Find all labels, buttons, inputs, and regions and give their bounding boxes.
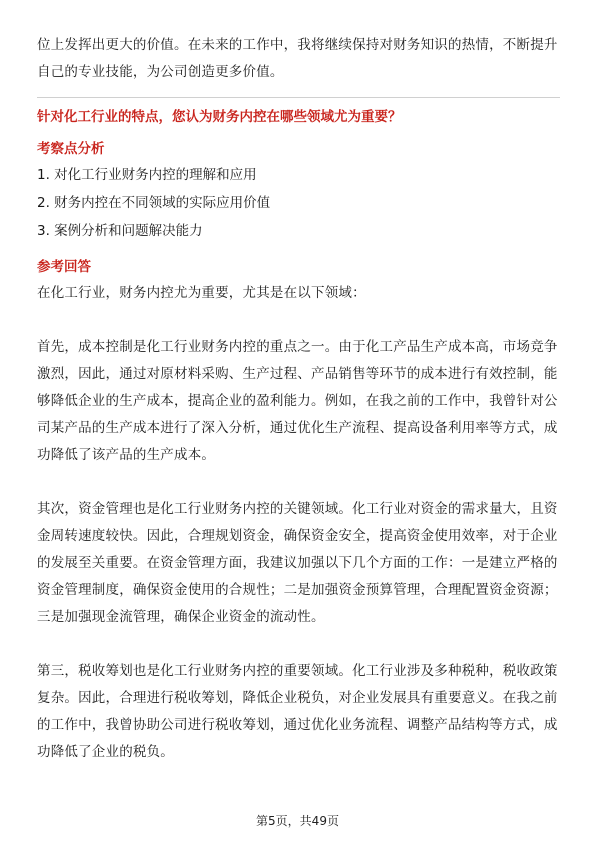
analysis-point: 1. 对化工行业财务内控的理解和应用 — [37, 167, 257, 183]
answer-paragraph: 其次，资金管理也是化工行业财务内控的关键领域。化工行业对资金的需求量大，且资金周转速度较快。因此，合理规划资金，确保资金安全，提高资金使用效率，对于企业的发展至关重要。在资金管理方面，我建议加强以下几个方面的工作：一是建立严格的资金管理制度，确保资金使用的合规性；二是加强资金预算管理，合理配置资金资源；三是加强现金流管理，确保企业资金的流动性。 — [37, 501, 558, 625]
analysis-points — [37, 161, 560, 245]
question-heading: 针对化工行业的特点，您认为财务内控在哪些领域尤为重要？ — [37, 109, 402, 125]
section-divider — [37, 97, 560, 98]
analysis-point: 2. 财务内控在不同领域的实际应用价值 — [37, 195, 271, 211]
answer-paragraph: 首先，成本控制是化工行业财务内控的重点之一。由于化工产品生产成本高，市场竞争激烈，因此，通过对原材料采购、生产过程、产品销售等环节的成本进行有效控制，能够降低企业的生产成本，提高企业的盈利能力。例如，在我之前的工作中，我曾针对公司某产品的生产成本进行了深入分析，通过优化生产流程、提高设备利用率等方式，成功降低了该产品的生产成本。 — [37, 339, 558, 463]
intro-paragraph: 位上发挥出更大的价值。在未来的工作中，我将继续保持对财务知识的热情，不断提升自己的专业技能，为公司创造更多价值。 — [37, 37, 558, 80]
answer-paragraph: 在化工行业，财务内控尤为重要，尤其是在以下领域： — [37, 285, 366, 301]
analysis-point: 3. 案例分析和问题解决能力 — [37, 223, 203, 239]
answer-paragraph: 第三，税收筹划也是化工行业财务内控的重要领域。化工行业涉及多种税种，税收政策复杂。因此，合理进行税收筹划，降低企业税负，对企业发展具有重要意义。在我之前的工作中，我曾协助公司进行税收筹划，通过优化业务流程、调整产品结构等方式，成功降低了企业的税负。 — [37, 663, 558, 760]
answer-title: 参考回答 — [37, 259, 91, 275]
answer-body — [37, 280, 560, 793]
analysis-title: 考察点分析 — [37, 141, 105, 157]
page-number: 第5页，共49页 — [256, 814, 339, 828]
